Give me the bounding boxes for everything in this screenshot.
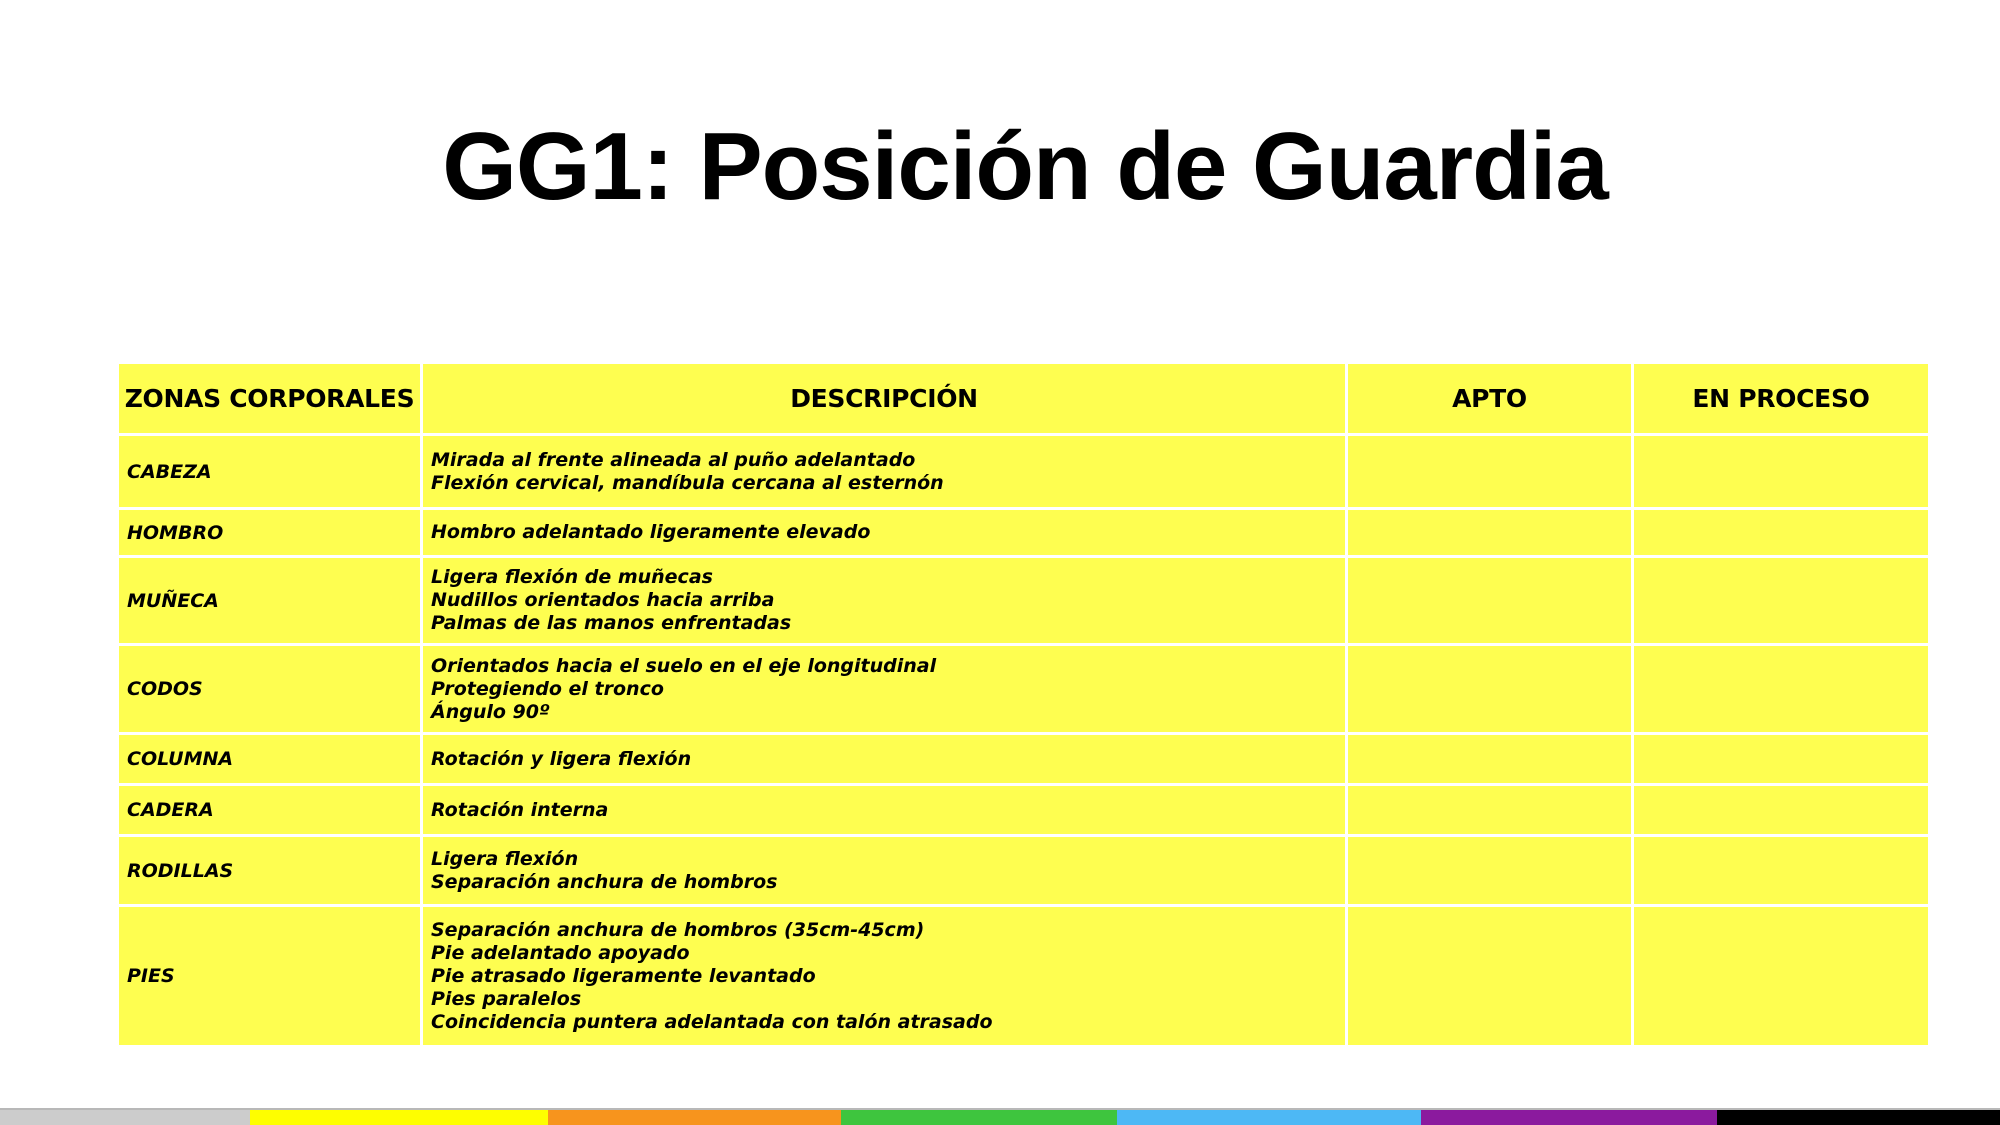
en-proceso-cell[interactable]	[1634, 786, 1928, 834]
header-descripcion: DESCRIPCIÓN	[423, 364, 1345, 433]
color-bar-segment-green	[841, 1108, 1117, 1125]
zone-cell: HOMBRO	[119, 510, 420, 555]
zone-cell: CADERA	[119, 786, 420, 834]
zone-cell: CODOS	[119, 646, 420, 732]
description-line: Rotación interna	[431, 798, 609, 821]
description-cell	[423, 646, 1345, 732]
zone-cell: COLUMNA	[119, 735, 420, 783]
en-proceso-cell[interactable]	[1634, 558, 1928, 643]
en-proceso-cell[interactable]	[1634, 436, 1928, 507]
description-cell	[423, 786, 1345, 834]
description-line: Hombro adelantado ligeramente elevado	[431, 521, 871, 543]
en-proceso-cell[interactable]	[1634, 907, 1928, 1045]
description-line: Orientados hacia el suelo en el eje longitudinal	[431, 654, 937, 677]
apto-cell[interactable]	[1348, 735, 1631, 783]
slide-title: GG1: Posición de Guardia	[442, 113, 1608, 220]
apto-cell[interactable]	[1348, 786, 1631, 834]
description-line: Pie atrasado ligeramente levantado	[431, 964, 816, 987]
zone-cell: MUÑECA	[119, 558, 420, 643]
apto-cell[interactable]	[1348, 837, 1631, 904]
color-bar-segment-purple	[1421, 1108, 1717, 1125]
description-line: Coincidencia puntera adelantada con talón atrasado	[431, 1010, 993, 1033]
color-bar-segment-black	[1717, 1108, 2000, 1125]
description-line: Ligera flexión de muñecas	[431, 566, 713, 588]
apto-cell[interactable]	[1348, 436, 1631, 507]
description-line: Separación anchura de hombros	[431, 870, 778, 893]
zone-cell: CABEZA	[119, 436, 420, 507]
description-line: Mirada al frente alineada al puño adelantado	[431, 448, 916, 471]
en-proceso-cell[interactable]	[1634, 646, 1928, 732]
header-en-proceso: EN PROCESO	[1634, 364, 1928, 433]
header-zonas-corporales: ZONAS CORPORALES	[119, 364, 420, 433]
description-cell	[423, 436, 1345, 507]
color-bar-segment-blue	[1117, 1108, 1421, 1125]
color-bar-segment-yellow	[250, 1108, 548, 1125]
description-line: Pies paralelos	[431, 987, 582, 1010]
description-line: Palmas de las manos enfrentadas	[431, 612, 792, 634]
evaluation-table	[119, 364, 1927, 1049]
color-bar-segment-orange	[548, 1108, 841, 1125]
description-line: Nudillos orientados hacia arriba	[431, 589, 775, 611]
en-proceso-cell[interactable]	[1634, 837, 1928, 904]
description-line: Pie adelantado apoyado	[431, 941, 690, 964]
description-line: Rotación y ligera flexión	[431, 747, 692, 770]
header-apto: APTO	[1348, 364, 1631, 433]
apto-cell[interactable]	[1348, 558, 1631, 643]
color-bar-segment-gray	[0, 1108, 250, 1125]
description-cell	[423, 837, 1345, 904]
zone-cell: PIES	[119, 907, 420, 1045]
bottom-color-bar	[0, 1108, 2000, 1125]
description-line: Flexión cervical, mandíbula cercana al esternón	[431, 471, 944, 494]
en-proceso-cell[interactable]	[1634, 735, 1928, 783]
apto-cell[interactable]	[1348, 907, 1631, 1045]
apto-cell[interactable]	[1348, 646, 1631, 732]
apto-cell[interactable]	[1348, 510, 1631, 555]
description-line: Ligera flexión	[431, 847, 579, 870]
description-line: Protegiendo el tronco	[431, 677, 664, 700]
description-cell	[423, 735, 1345, 783]
zone-cell: RODILLAS	[119, 837, 420, 904]
description-cell	[423, 510, 1345, 555]
description-cell	[423, 558, 1345, 643]
description-line: Separación anchura de hombros (35cm-45cm)	[431, 918, 925, 941]
description-line: Ángulo 90º	[431, 700, 550, 723]
en-proceso-cell[interactable]	[1634, 510, 1928, 555]
description-cell	[423, 907, 1345, 1045]
